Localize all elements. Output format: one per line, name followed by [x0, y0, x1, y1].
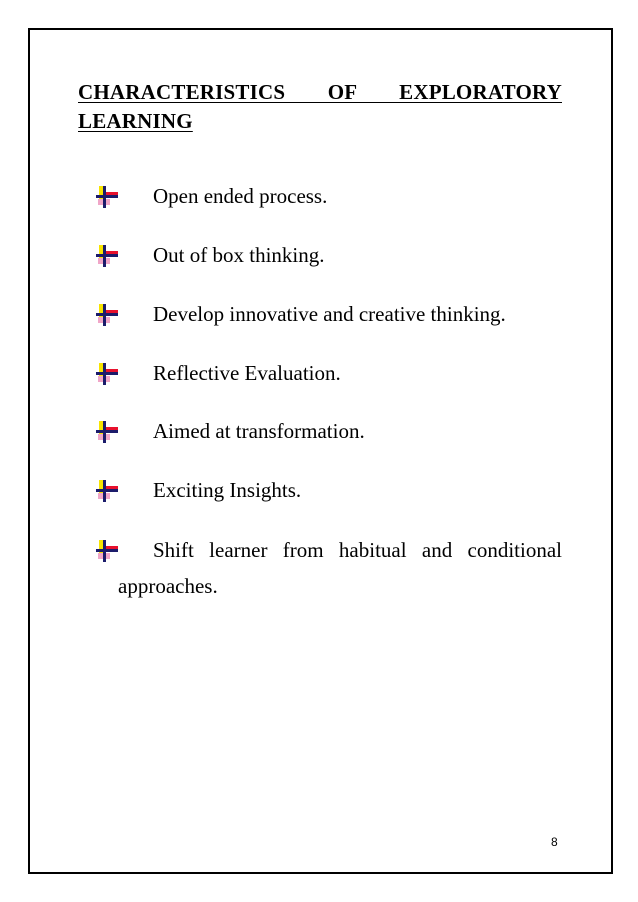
list-item-text: Out of box thinking.	[153, 243, 325, 267]
list-item-text: Reflective Evaluation.	[153, 361, 341, 385]
page-number: 8	[551, 835, 558, 849]
list-item-text: Exciting Insights.	[153, 478, 302, 502]
list-item-text: Shift learner from habitual and conditional approaches.	[118, 538, 562, 598]
four-color-plus-bullet-icon	[95, 538, 119, 562]
four-color-plus-bullet-icon	[95, 361, 119, 385]
four-color-plus-bullet-icon	[95, 243, 119, 267]
four-color-plus-bullet-icon	[95, 302, 119, 326]
four-color-plus-bullet-icon	[95, 419, 119, 443]
four-color-plus-bullet-icon	[95, 184, 119, 208]
four-color-plus-bullet-icon	[95, 478, 119, 502]
list-item-text: Open ended process.	[153, 184, 328, 208]
page-heading: CHARACTERISTICS OF EXPLORATORY LEARNING	[78, 80, 562, 133]
list-item-text: Aimed at transformation.	[153, 419, 365, 443]
list-item-text: Develop innovative and creative thinking.	[153, 302, 506, 326]
